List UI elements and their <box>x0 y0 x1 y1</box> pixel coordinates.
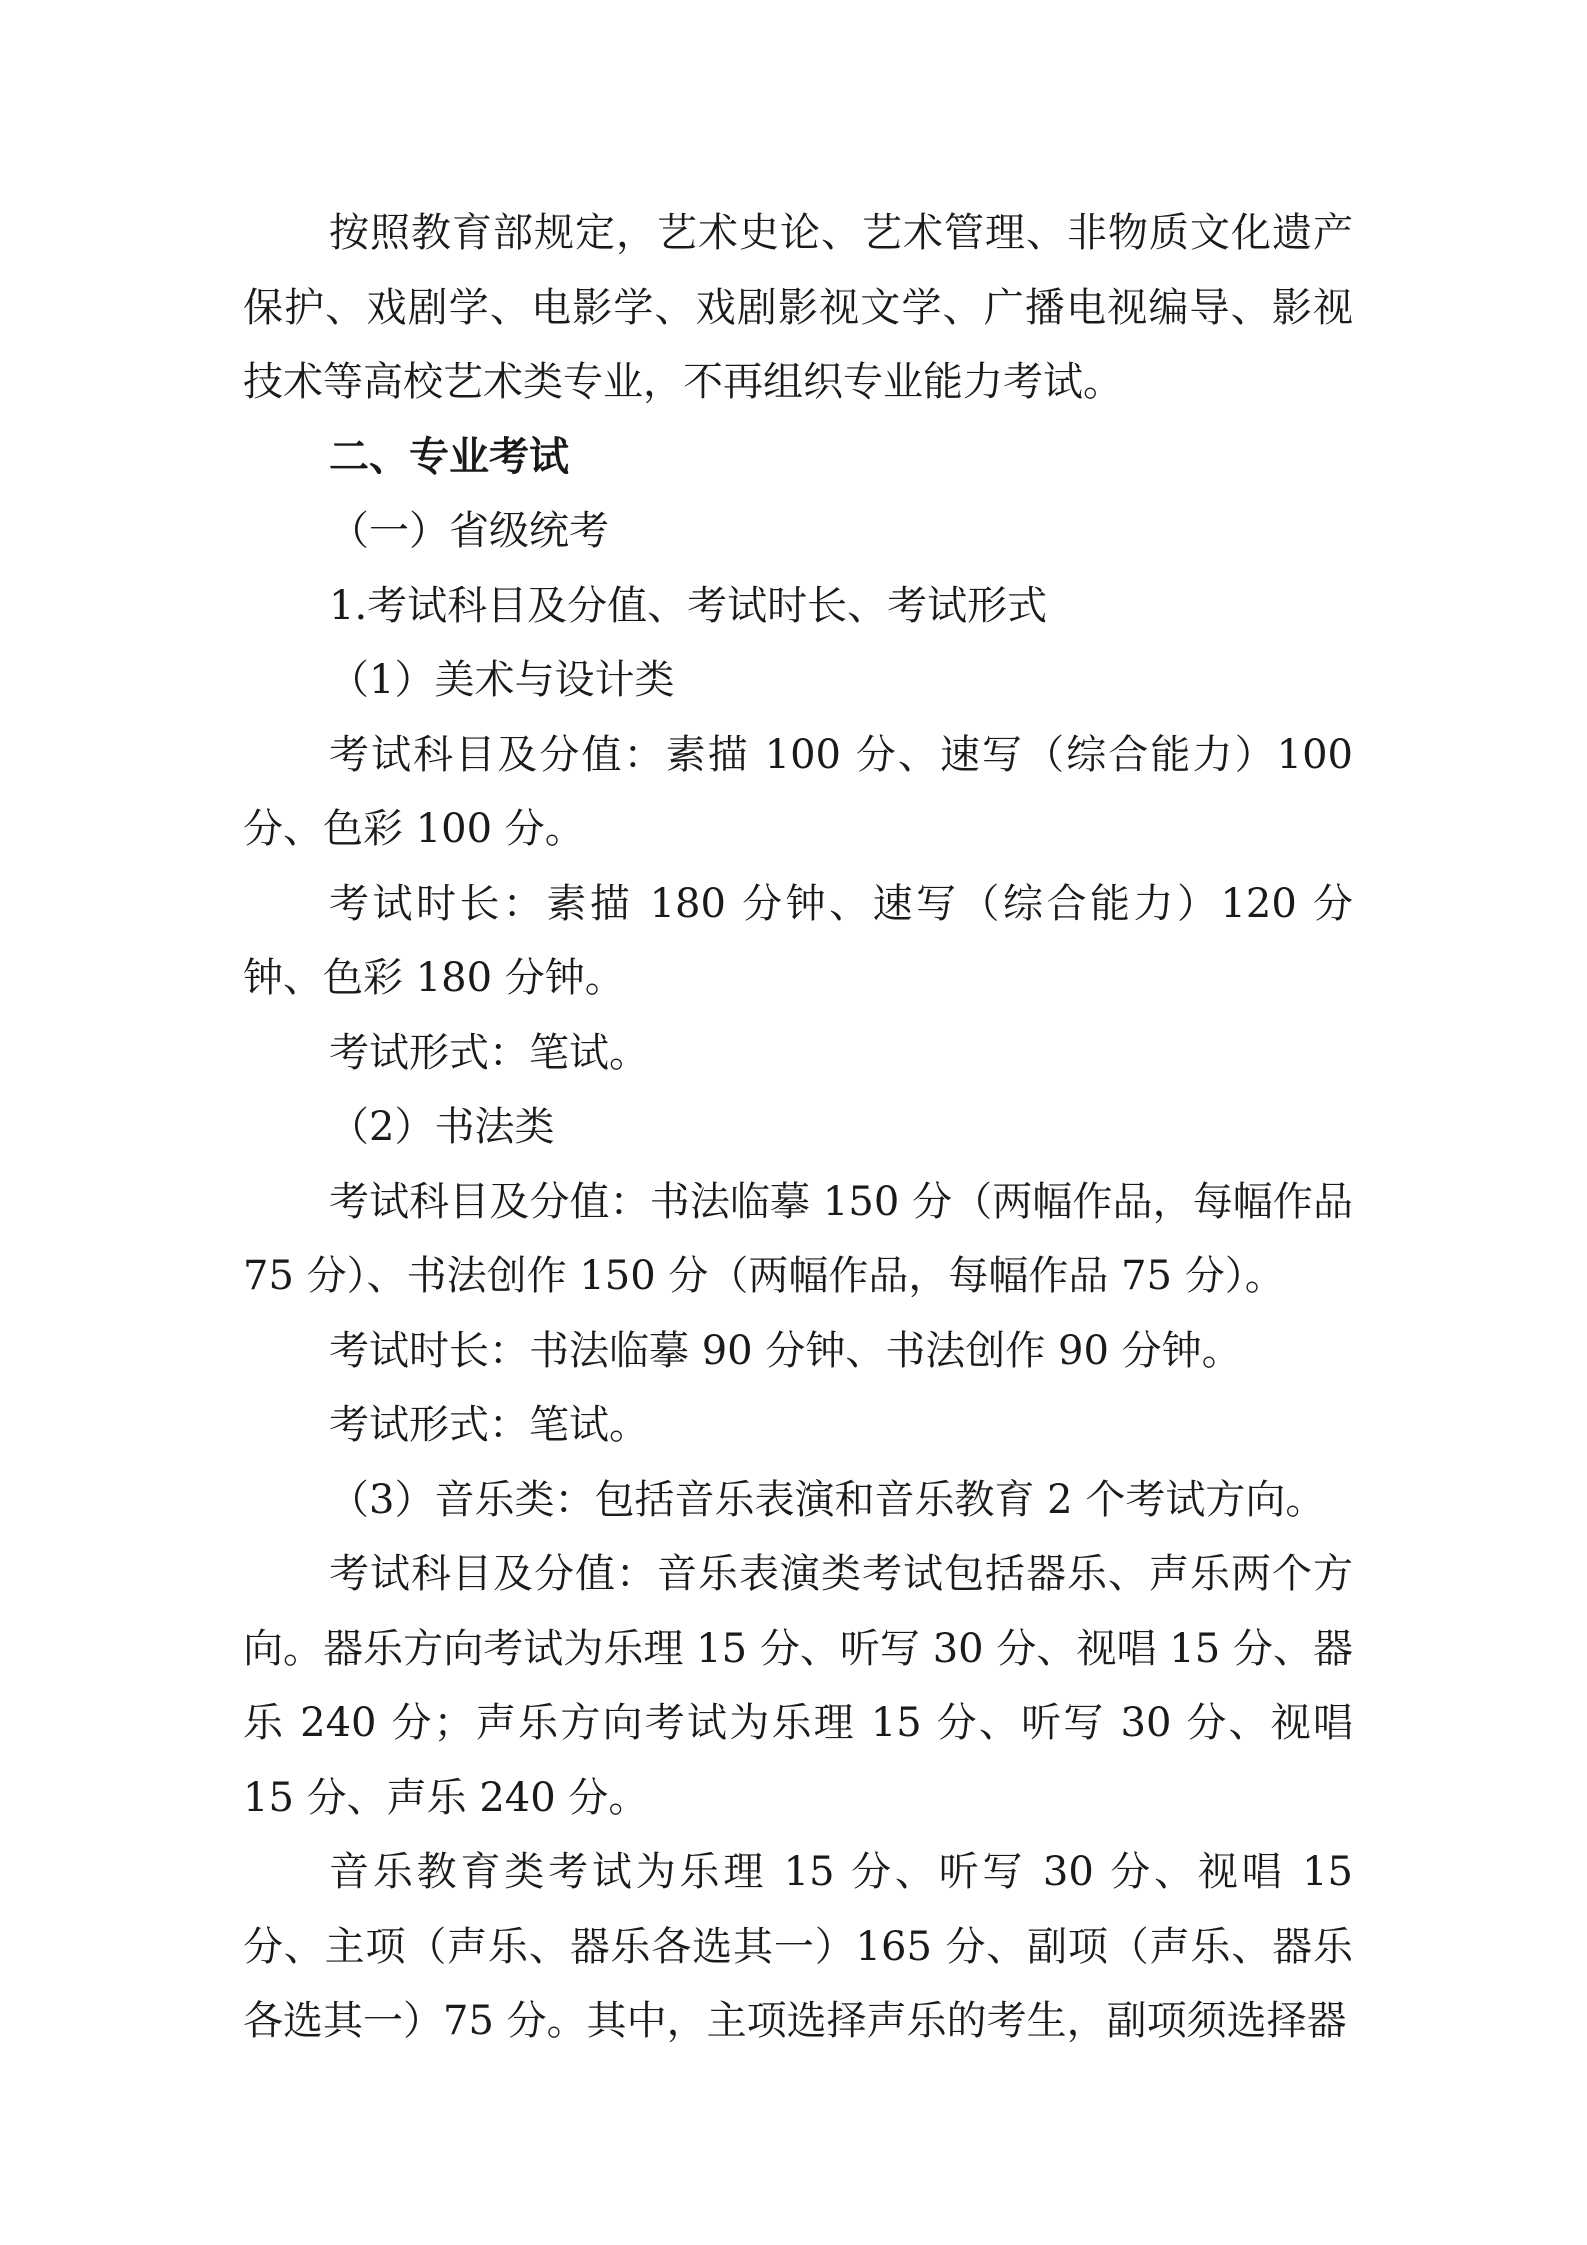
art-design-subjects: 考试科目及分值：素描 100 分、速写（综合能力）100 分、色彩 100 分。 <box>243 731 1353 852</box>
category-music: （3）音乐类：包括音乐表演和音乐教育 2 个考试方向。 <box>329 1476 1326 1523</box>
calligraphy-format: 考试形式：笔试。 <box>329 1402 649 1448</box>
art-design-format: 考试形式：笔试。 <box>329 1029 649 1076</box>
item-exam-subjects-heading: 1.考试科目及分值、考试时长、考试形式 <box>329 582 1048 629</box>
intro-paragraph: 按照教育部规定，艺术史论、艺术管理、非物质文化遗产保护、戏剧学、电影学、戏剧影视文学、广播电视编导、影视技术等高校艺术类专业，不再组织专业能力考试。 <box>243 210 1353 405</box>
calligraphy-subjects: 考试科目及分值：书法临摹 150 分（两幅作品，每幅作品 75 分）、书法创作 150 分（两幅作品，每幅作品 75 分）。 <box>243 1178 1353 1299</box>
music-education-subjects: 音乐教育类考试为乐理 15 分、听写 30 分、视唱 15 分、主项（声乐、器乐各选其一）165 分、副项（声乐、器乐各选其一）75 分。其中，主项选择声乐的考生，副项须选择器 <box>243 1849 1353 2044</box>
art-design-duration: 考试时长：素描 180 分钟、速写（综合能力）120 分钟、色彩 180 分钟。 <box>243 880 1353 1001</box>
music-performance-subjects: 考试科目及分值：音乐表演类考试包括器乐、声乐两个方向。器乐方向考试为乐理 15 分、听写 30 分、视唱 15 分、器乐 240 分；声乐方向考试为乐理 15 分、听写 30 分、视唱 15 分、声乐 240 分。 <box>243 1551 1353 1821</box>
subsection-provincial-exam: （一）省级统考 <box>329 508 609 554</box>
section-heading-professional-exam: 二、专业考试 <box>329 433 569 480</box>
document-body <box>243 196 1353 2059</box>
calligraphy-duration: 考试时长：书法临摹 90 分钟、书法创作 90 分钟。 <box>329 1327 1242 1374</box>
category-art-design: （1）美术与设计类 <box>329 657 675 703</box>
category-calligraphy: （2）书法类 <box>329 1104 555 1150</box>
